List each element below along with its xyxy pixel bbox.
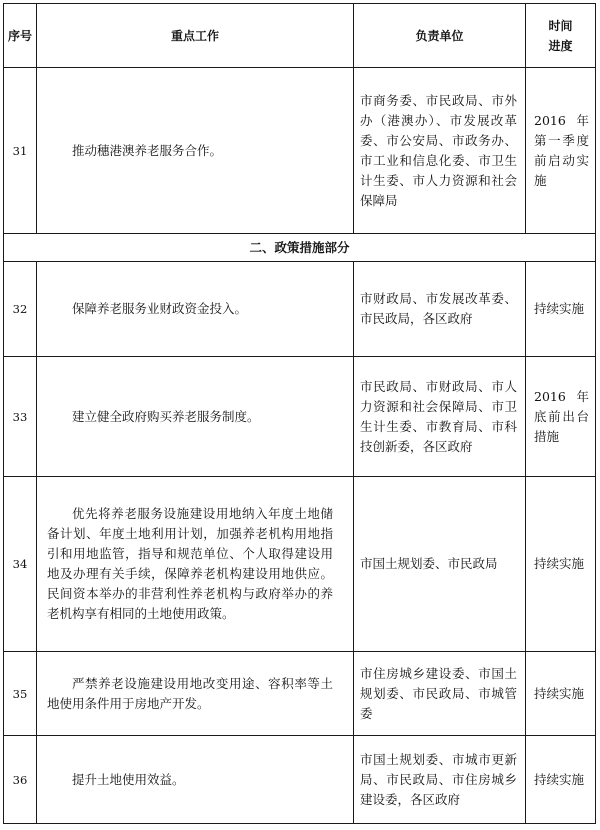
row-task	[37, 262, 354, 357]
row-task	[37, 68, 354, 234]
task-table	[3, 3, 596, 824]
row-no: 31	[4, 68, 37, 234]
row-no: 32	[4, 262, 37, 357]
table-row	[4, 262, 596, 357]
row-task-text: 保障养老服务业财政资金投入。	[72, 301, 248, 316]
row-no: 35	[4, 652, 37, 736]
row-task-text: 严禁养老设施建设用地改变用途、容积率等土地使用条件用于房地产开发。	[47, 675, 333, 711]
section-title: 二、政策措施部分	[4, 234, 596, 262]
row-task	[37, 736, 354, 824]
header-time	[526, 4, 596, 68]
row-time: 2016 年第一季度前启动实施	[526, 68, 596, 234]
table-row	[4, 736, 596, 824]
header-task: 重点工作	[37, 4, 354, 68]
row-task-text: 推动穗港澳养老服务合作。	[72, 142, 223, 158]
table-row	[4, 357, 596, 477]
table-row	[4, 652, 596, 736]
row-time: 持续实施	[526, 477, 596, 652]
row-unit: 市民政局、市财政局、市人力资源和社会保障局、市卫生计生委、市教育局、市科技创新委，各区政府	[354, 357, 526, 477]
row-task	[37, 652, 354, 736]
table-row	[4, 477, 596, 652]
section-row	[4, 234, 596, 262]
row-time: 2016 年底前出台措施	[526, 357, 596, 477]
row-task	[37, 477, 354, 652]
header-time-line2: 进度	[548, 38, 573, 53]
row-unit: 市住房城乡建设委、市国土规划委、市民政局、市城管委	[354, 652, 526, 736]
row-time: 持续实施	[526, 652, 596, 736]
row-task-text: 建立健全政府购买养老服务制度。	[72, 408, 260, 424]
row-no: 34	[4, 477, 37, 652]
header-time-line1: 时间	[548, 18, 573, 33]
table-row	[4, 68, 596, 234]
row-no: 36	[4, 736, 37, 824]
header-unit: 负责单位	[354, 4, 526, 68]
row-time: 持续实施	[526, 262, 596, 357]
row-unit: 市国土规划委、市城市更新局、市民政局、市住房城乡建设委，各区政府	[354, 736, 526, 824]
row-no: 33	[4, 357, 37, 477]
row-task-text: 提升土地使用效益。	[72, 771, 185, 787]
row-task-text: 优先将养老服务设施建设用地纳入年度土地储备计划、年度土地利用计划，加强养老机构用地指引和用地监管，指导和规范单位、个人取得建设用地及办理有关手续，保障养老机构建设用地供应。民间资本举办的非营利性养老机构与政府举办的养老机构享有相同的土地使用政策。	[47, 506, 333, 621]
row-task	[37, 357, 354, 477]
row-unit: 市商务委、市民政局、市外办（港澳办）、市发展改革委、市公安局、市政务办、市工业和信息化委、市卫生计生委、市人力资源和社会保障局	[354, 68, 526, 234]
row-unit: 市国土规划委、市民政局	[354, 477, 526, 652]
header-row	[4, 4, 596, 68]
row-unit: 市财政局、市发展改革委、市民政局，各区政府	[354, 262, 526, 357]
header-no: 序号	[4, 4, 37, 68]
row-time: 持续实施	[526, 736, 596, 824]
